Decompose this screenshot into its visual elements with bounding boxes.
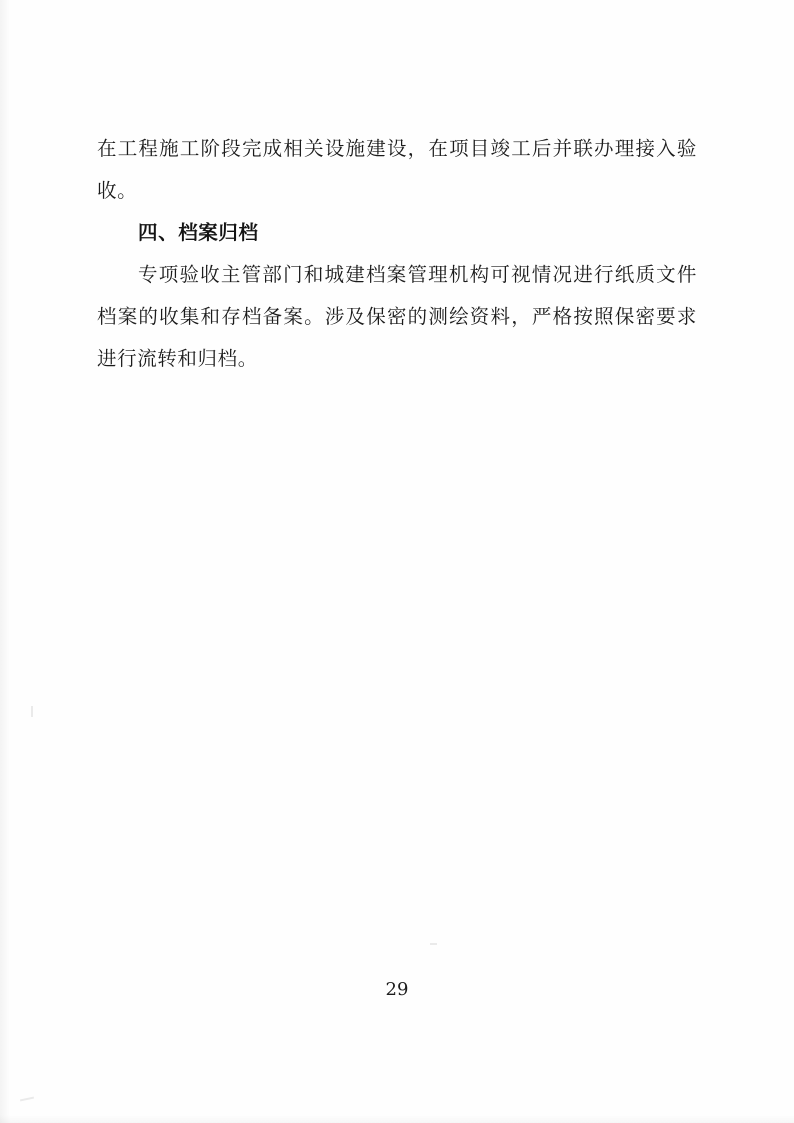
scan-artifact <box>430 943 437 945</box>
paragraph-continuation: 在工程施工阶段完成相关设施建设，在项目竣工后并联办理接入验收。 <box>97 137 697 202</box>
document-body <box>97 128 697 380</box>
page-number: 29 <box>385 979 409 1000</box>
page-edge-shadow-bottom <box>0 1115 794 1123</box>
page-edge-shadow-left <box>0 0 10 1123</box>
paragraph-archive-body: 专项验收主管部门和城建档案管理机构可视情况进行纸质文件档案的收集和存档备案。涉及保密的测绘资料，严格按照保密要求进行流转和归档。 <box>97 263 697 370</box>
section-heading-archive: 四、档案归档 <box>138 221 259 244</box>
scan-artifact <box>31 706 33 717</box>
scan-artifact <box>20 1097 34 1102</box>
